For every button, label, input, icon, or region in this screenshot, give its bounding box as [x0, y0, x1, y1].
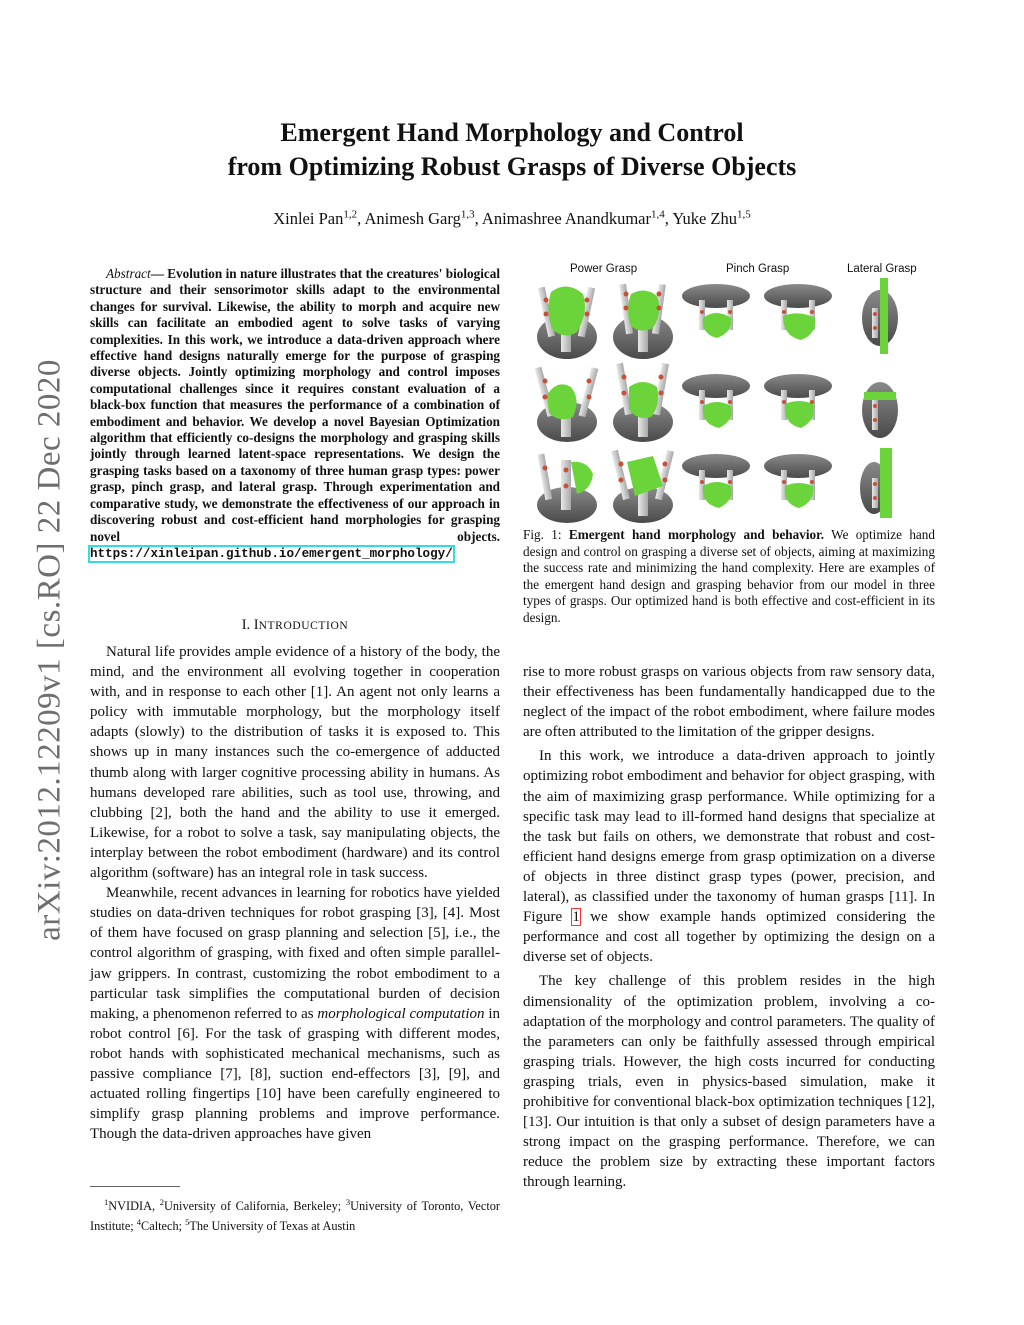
author: Animashree Anandkumar$^{1,4}$,	[481, 208, 673, 228]
abstract-text: Evolution in nature illustrates that the creatures' biological structure and their sensorimotor skills adapt to the environmental changes for survival. Likewise, the ability to morph and acquire new skills can facilitate an embodied agent to solve tasks of varying complexities. In this work, we introduce a data-driven approach where effective hand designs naturally emerge for the purpose of grasping diverse objects. Jointly optimizing morphology and control imposes computational challenges since it requires constant evaluation of a black-box function that measures the performance of a combination of embodiment and behavior. We develop a novel Bayesian Optimization algorithm that efficiently co-designs the morphology and grasping skills jointly through learned latent-space representations. We design the grasping tasks based on a taxonomy of three human grasp types: power grasp, pinch grasp, and lateral grasp. Through experimentation and comparative study, we demonstrate the effectiveness of our approach in discovering robust and cost-efficient hand morphologies for grasping novel objects.	[90, 266, 501, 544]
label-lateral-grasp: Lateral Grasp	[847, 263, 917, 275]
intro-right-column	[523, 662, 935, 1192]
power-grasp-5	[537, 454, 597, 523]
abstract: Abstract— Evolution in nature illustrates that the creatures' biological structure and their sensorimotor skills adapt to the environmental changes for survival. Likewise, the ability to morph and acquire new skills can facilitate an embodied agent to solve tasks of varying complexities. In this work, we introduce a data-driven approach where effective hand designs naturally emerge for the purpose of grasping diverse objects. Jointly optimizing morphology and control imposes computational challenges since it requires constant evaluation of a black-box function that measures the performance of a combination of embodiment and behavior. We develop a novel Bayesian Optimization algorithm that efficiently co-designs the morphology and grasping skills jointly through learned latent-space representations. We design the grasping tasks based on a taxonomy of three human grasp types: power grasp, pinch grasp, and lateral grasp. Through experimentation and comparative study, we demonstrate the effectiveness of our approach in discovering robust and cost-efficient hand morphologies for grasping novel objects. https://xinleipan.github.io/emergent_morphology/	[90, 266, 501, 561]
project-link[interactable]: https://xinleipan.github.io/emergent_morphology/	[90, 546, 453, 561]
power-grasp-6	[611, 450, 674, 523]
pinch-grasp-2	[764, 284, 832, 340]
pinch-grasp-4	[764, 374, 832, 428]
paragraph: Natural life provides ample evidence of a history of the body, the mind, and the environment all evolving together in cooperation with, and in response to each other [1]. An agent not only learns a policy with immutable morphology, but the morphology itself adapts (slowly) to the distribution of tasks it is exposed to. This shows up in many instances such the co-emergence of adducted thumb along with larger cognitive processing ability in humans. As humans developed rare abilities, such as tool use, throwing, and clubbing [2], both the hand and the ability to use it emerged. Likewise, for a robot to solve a task, say manipulating objects, the interplay between the robot embodiment (hardware) and its control algorithm (software) has an integral role in task success.	[90, 644, 500, 882]
author: Animesh Garg$^{1,3}$,	[364, 208, 482, 228]
pinch-grasp-1	[682, 284, 750, 338]
power-grasp-3	[535, 367, 599, 442]
arxiv-identifier: arXiv:2012.12209v1 [cs.RO] 22 Dec 2020	[31, 359, 68, 941]
pinch-grasp-6	[764, 454, 832, 508]
affiliation-footnote: $^1$NVIDIA, $^2$University of California, Berkeley; $^3$University of Toronto, Vector Institute; $^4$Caltech; $^5$The University of Texas at Austin	[90, 1197, 500, 1233]
lateral-grasp-2	[862, 382, 898, 438]
abstract-label: Abstract	[106, 266, 151, 281]
arxiv-side-stamp	[30, 350, 70, 950]
author-list	[0, 208, 1024, 229]
power-grasp-1	[537, 286, 597, 359]
power-grasp-4	[613, 363, 673, 442]
section-heading-introduction: I. INTRODUCTION	[241, 617, 349, 633]
figure-ref-link[interactable]: 1	[572, 909, 580, 926]
paragraph: rise to more robust grasps on various objects from raw sensory data, their effectiveness has been fundamentally handicapped due to the neglect of the impact of the robot embodiment, where failure modes are often attributed to the limitation of the gripper designs.	[523, 664, 935, 741]
power-grasp-2	[613, 284, 673, 359]
title-line-2: from Optimizing Robust Grasps of Diverse Objects	[227, 152, 797, 181]
author: Yuke Zhu$^{1,5}$	[672, 208, 751, 228]
pinch-grasp-3	[682, 374, 750, 428]
lateral-grasp-3	[860, 448, 892, 518]
lateral-grasp-1	[862, 278, 898, 354]
grasp-renderings	[523, 262, 935, 524]
paragraph: Meanwhile, recent advances in learning for robotics have yielded studies on data-driven techniques for robot grasping [3], [4]. Most of them have focused on grasp planning and selection [5], i.e., the control algorithm of grasping, with fixed and often simple parallel-jaw grippers. In contrast, customizing the robot embodiment to a particular task simplifies the computational burden of decision making, a phenomenon referred to as morphological computation in robot control [6]. For the task of grasping with different modes, robot hands with sophisticated mechanical mechanisms, such as passive compliance [7], [8], suction end-effectors [3], [9], and actuated rolling fingertips [10] have been carefully engineered to simplify grasp planning problems and improve performance. Though the data-driven approaches have given	[90, 885, 500, 1143]
footnote-rule	[90, 1186, 180, 1187]
figure-1-caption: Fig. 1: Emergent hand morphology and behavior. We optimize hand design and control on grasping a diverse set of objects, aiming at maximizing the success rate and minimizing the hand complexity. Here are examples of the emergent hand design and grasping behavior from our model in three types of grasps. Our optimized hand is both effective and cost-efficient in its design.	[523, 527, 935, 625]
intro-left-column	[90, 642, 500, 1144]
author: Xinlei Pan$^{1,2}$,	[273, 208, 365, 228]
paper-title	[0, 116, 1024, 184]
figure-1	[523, 262, 935, 524]
label-pinch-grasp: Pinch Grasp	[726, 263, 790, 275]
title-line-1: Emergent Hand Morphology and Control	[280, 118, 744, 147]
label-power-grasp: Power Grasp	[570, 263, 638, 275]
paragraph: In this work, we introduce a data-driven approach to jointly optimizing robot embodiment and behavior for object grasping, with the aim of maximizing grasp performance. While optimizing for a specific task may lead to ill-formed hand designs that specialize at the task but fails on others, we demonstrate that robust and cost-efficient hand designs emerge from grasp optimization on a diverse of objects in three distinct grasp types (power, precision, and lateral), as classified under the taxonomy of human grasps [11]. In Figure 1 we show example hands optimized considering the performance and cost all together by optimizing the design on a diverse set of objects.	[523, 748, 935, 966]
pinch-grasp-5	[682, 454, 750, 508]
paragraph: The key challenge of this problem resides in the high dimensionality of the optimization problem, involving a co-adaptation of the morphology and control parameters. The quality of the parameters can only be faithfully assessed through empirical grasping trials. However, the high costs incurred for conducting grasping trials, even in physics-based simulation, make it prohibitive for conventional black-box optimization techniques [12], [13]. Our intuition is that only a subset of design parameters have a strong impact on the grasping performance. Therefore, we can reduce the problem size by extracting these important factors through learning.	[523, 973, 935, 1191]
